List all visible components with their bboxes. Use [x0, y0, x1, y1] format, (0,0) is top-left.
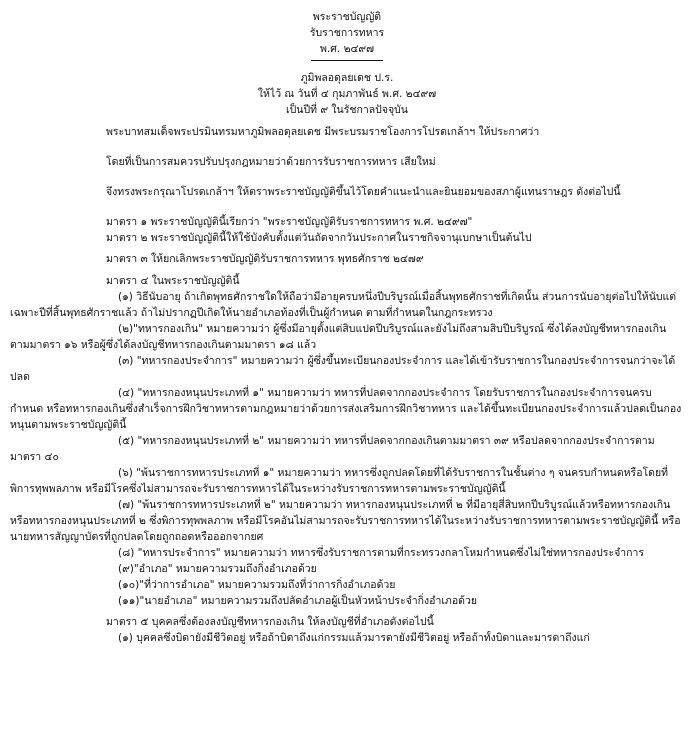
definition-8: (๘) "ทหารประจำการ" หมายความว่า ทหารซึ่งรับราชการตามที่กระทรวงกลาโหมกำหนดซึ่งไม่ใช่ทหารกองประจำการ	[118, 546, 645, 559]
royal-signature: ภูมิพลอดุลยเดช ป.ร.	[300, 71, 394, 84]
section-1: มาตรา ๑ พระราชบัญญัตินี้เรียกว่า "พระราชบัญญัติรับราชการทหาร พ.ศ. ๒๔๙๗"	[106, 215, 473, 228]
section-5: มาตรา ๕ บุคคลซึ่งต้องลงบัญชีทหารกองเกิน ให้ลงบัญชีที่อำเภอดังต่อไปนี้	[106, 616, 434, 629]
section-4: มาตรา ๔ ในพระราชบัญญัตินี้	[106, 275, 240, 288]
reign-year: เป็นปีที่ ๙ ในรัชกาลปัจจุบัน	[286, 103, 408, 116]
section-2: มาตรา ๒ พระราชบัญญัตินี้ให้ใช้บังคับตั้งแต่วันถัดจากวันประกาศในราชกิจจานุเบกษาเป็นต้นไป	[106, 231, 532, 244]
act-title-block	[10, 10, 684, 58]
act-year: พ.ศ. ๒๔๙๗	[319, 42, 375, 55]
preamble-1: พระบาทสมเด็จพระปรมินทรมหาภูมิพลอดุลยเดช มีพระบรมราชโองการโปรดเกล้าฯ ให้ประกาศว่า	[106, 125, 540, 138]
definition-11: (๑๑)"นายอำเภอ" หมายความรวมถึงปลัดอำเภอผู้เป็นหัวหน้าประจำกิ่งอำเภอด้วย	[118, 594, 478, 607]
act-title: พระราชบัญญัติ	[312, 11, 382, 23]
definition-6: (๖) "พ้นราชการทหารประเภทที่ ๑" หมายความว่า ทหารซึ่งถูกปลดโดยที่ได้รับราชการในชั้นต่าง ๆ จนครบกำหนดหรือโดยที่พิการทุพพลภาพ หรือมีโรคซึ่งไม่สามารถจะรับราชการทหารได้ในระหว่างรับราชการทหารตามพระราชบัญญัตินี้	[10, 466, 669, 495]
section-5-item-1: (๑) บุคคลซึ่งบิดายังมีชีวิตอยู่ หรือถ้าบิดาถึงแก่กรรมแล้วมารดายังมีชีวิตอยู่ หรือถ้าทั้งบิดาและมารดาถึงแก่	[118, 632, 590, 645]
given-date: ให้ไว้ ณ วันที่ ๔ กุมภาพันธ์ พ.ศ. ๒๔๙๗	[257, 87, 437, 100]
definition-9: (๙)"อำเภอ" หมายความรวมถึงกิ่งอำเภอด้วย	[118, 562, 317, 575]
definition-10: (๑๐)"ที่ว่าการอำเภอ" หมายความรวมถึงที่ว่าการกิ่งอำเภอด้วย	[118, 578, 396, 591]
section-3: มาตรา ๓ ให้ยกเลิกพระราชบัญญัติรับราชการทหาร พุทธศักราช ๒๔๗๙	[106, 253, 424, 266]
act-subtitle: รับราชการทหาร	[309, 26, 385, 39]
definition-7: (๗) "พ้นราชการทหารประเภทที่ ๒" หมายความว่า ทหารกองหนุนประเภทที่ ๒ ที่มีอายุสี่สิบหกปีบริบูรณ์แล้วหรือทหารกองเกิน หรือทหารกองหนุนประเภทที่ ๒ ซึ่งพิการทุพพลภาพ หรือมีโรคอันไม่สามารถจะรับราชการทหารได้ในระหว่างรับราชการทหารตามพระราชบัญญัตินี้ หรือนายทหารสัญญาบัตรที่ถูกปลดโดยถูกถอดหรือออกจากยศ	[10, 498, 681, 543]
title-divider	[311, 60, 383, 61]
preamble-3: จึงทรงพระกรุณาโปรดเกล้าฯ ให้ตราพระราชบัญญัติขึ้นไว้โดยคำแนะนำและยินยอมของสภาผู้แทนราษฎร ดังต่อไปนี้	[106, 185, 621, 198]
definition-3: (๓) "ทหารกองประจำการ" หมายความว่า ผู้ซึ่งขึ้นทะเบียนกองประจำการ และได้เข้ารับราชการในกองประจำการจนกว่าจะได้ปลด	[10, 355, 676, 384]
preamble-2: โดยที่เป็นการสมควรปรับปรุงกฎหมายว่าด้วยการรับราชการทหาร เสียใหม่	[106, 155, 436, 168]
definition-2: (๒)"ทหารกองเกิน" หมายความว่า ผู้ซึ่งมีอายุตั้งแต่สิบแปดปีบริบูรณ์และยังไม่ถึงสามสิบปีบริบูรณ์ ซึ่งได้ลงบัญชีทหารกองเกินตามมาตรา ๑๖ หรือผู้ซึ่งได้ลงบัญชีทหารกองเกินตามมาตรา ๑๘ แล้ว	[10, 323, 667, 352]
definition-1: (๑) วิธีนับอายุ ถ้าเกิดพุทธศักราชใดให้ถือว่ามีอายุครบหนึ่งปีบริบูรณ์เมื่อสิ้นพุทธศักราชที่เกิดนั้น ส่วนการนับอายุต่อไปให้นับแต่เฉพาะปีที่สิ้นพุทธศักราชแล้ว ถ้าไม่ปรากฏปีเกิดให้นายอำเภอท้องที่เป็นผู้กำหนด ตามที่กำหนดในกฎกระทรวง	[10, 291, 677, 320]
royal-signature-block	[10, 71, 684, 119]
definition-4: (๔) "ทหารกองหนุนประเภทที่ ๑" หมายความว่า ทหารที่ปลดจากกองประจำการ โดยรับราชการในกองประจำการจนครบกำหนด หรือทหารกองเกินซึ่งสำเร็จการฝึกวิชาทหารตามกฎหมายว่าด้วยการส่งเสริมการฝึกวิชาทหาร และได้ขึ้นทะเบียนกองประจำการแล้วปลดเป็นกองหนุนตามพระราชบัญญัตินี้	[10, 387, 682, 432]
definition-5: (๕) "ทหารกองหนุนประเภทที่ ๒" หมายความว่า ทหารที่ปลดจากกองเกินตามมาตรา ๓๙ หรือปลดจากกองประจำการตามมาตรา ๔๐	[10, 434, 655, 463]
